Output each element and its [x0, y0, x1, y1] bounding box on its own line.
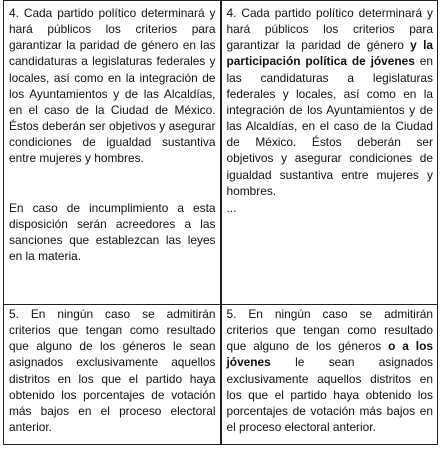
paragraph-4-proposed-after: en las candidaturas a legislaturas federales y locales, así como en la integración de los Ayuntamientos y de las Alcaldías, en el caso de la Ciudad de México. Éstos deberán ser objetivos y asegurar condiciones de igualdad sustantiva entre mujeres y hombres. [226, 54, 433, 198]
paragraph-4-proposed [227, 5, 434, 199]
proposed-text-cell [221, 304, 438, 444]
table-row [4, 304, 438, 444]
paragraph-5-proposed-before: 5. En ningún caso se admitirán criterios que tengan como resultado que alguno de los géneros [226, 306, 433, 354]
paragraph-5-proposed-highlight: o a los jóvenes [226, 339, 433, 370]
paragraph-5-proposed [227, 306, 434, 435]
ellipsis-proposed: ... [226, 200, 237, 215]
current-text-cell [4, 304, 221, 444]
paragraph-5-current: 5. En ningún caso se admitirán criterios que tengan como resultado que alguno de los géneros le sean asignados exclusivamente aquellos distritos en los que el partido haya obtenido los porcentajes de votación más bajos en el proceso electoral anterior. [9, 306, 216, 434]
current-text-cell [4, 1, 221, 199]
paragraph-4-proposed-before: 4. Cada partido político determinará y hará públicos los criterios para garantizar la paridad de género [226, 6, 433, 53]
current-text-cell [4, 199, 221, 305]
comparison-table [3, 0, 438, 445]
proposed-text-cell [221, 199, 438, 305]
sanctions-paragraph-current: En caso de incumplimiento a esta disposición serán acreedores a las sanciones que establezcan las leyes en la materia. [9, 200, 216, 264]
proposed-text-cell [221, 1, 438, 199]
paragraph-4-current: 4. Cada partido político determinará y hará públicos los criterios para garantizar la paridad de género en las candidaturas a legislaturas federales y locales, así como en la integración de los Ayuntamientos y de las Alcaldías, en el caso de la Ciudad de México. Éstos deberán ser objetivos y asegurar condiciones de igualdad sustantiva entre mujeres y hombres. [9, 6, 216, 166]
paragraph-5-proposed-after: le sean asignados exclusivamente aquellos distritos en los que el partido haya obtenido los porcentajes de votación más bajos en el proceso electoral anterior. [226, 355, 434, 434]
table-row [4, 1, 438, 199]
table-row [4, 199, 438, 305]
paragraph-4-proposed-highlight: y la participación política de jóvenes [226, 38, 434, 69]
